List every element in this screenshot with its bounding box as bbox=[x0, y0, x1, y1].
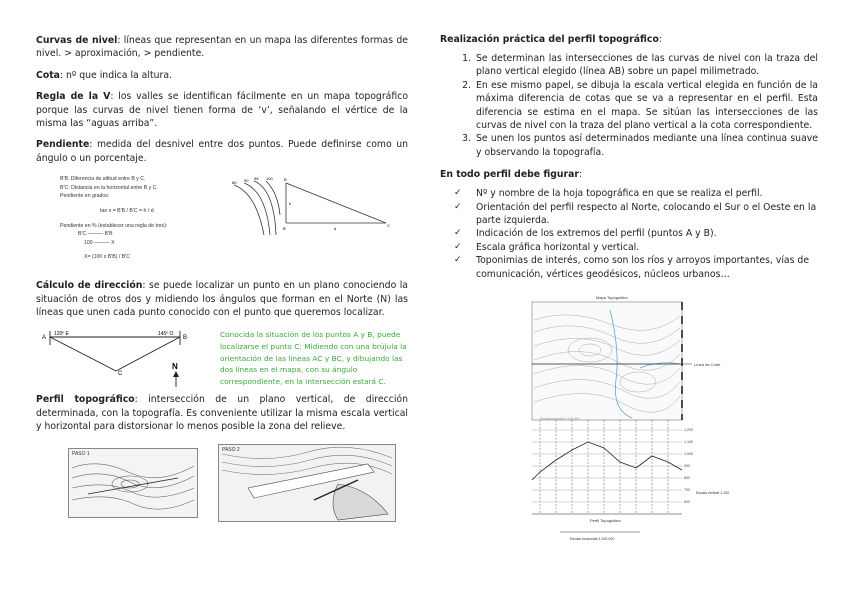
level-label: 1.200 bbox=[684, 428, 693, 432]
photo-paso-1 bbox=[68, 448, 198, 518]
step-item: 1. Se determinan las intersecciones de las curvas de nivel con la traza del plano vertical elegido (línea AB) sobre un papel milimetrado. bbox=[474, 52, 818, 79]
term-pendiente: Pendiente bbox=[36, 139, 90, 151]
level-label: 600 bbox=[684, 500, 690, 504]
profile-line bbox=[532, 442, 682, 480]
formula-line: 100 ——— X bbox=[84, 239, 115, 246]
def-cota bbox=[36, 69, 408, 82]
north-label: N bbox=[172, 362, 178, 372]
check-item bbox=[454, 187, 818, 200]
check-icon: ✓ bbox=[454, 201, 462, 212]
point-b-label: B bbox=[183, 335, 188, 342]
term-curvas: Curvas de nivel bbox=[36, 35, 118, 46]
check-item bbox=[454, 201, 818, 228]
check-item bbox=[454, 241, 818, 254]
formula-line: B'C: Distancia en la horizontal entre B y C. bbox=[60, 184, 158, 191]
angle-b-label: 145º O bbox=[158, 331, 174, 338]
level-lines bbox=[532, 430, 682, 502]
formula-line: tan x = B'B / B'C = h / d bbox=[100, 208, 154, 215]
check-text: Indicación de los extremos del perfil (puntos A y B). bbox=[476, 228, 717, 240]
check-icon: ✓ bbox=[454, 188, 462, 199]
step-item: 2. En ese mismo papel, se dibuja la escala vertical elegida en función de la máxima diferencia de cotas que se va a representar en el perfil. Esta diferencia se estima en el mapa. Se sitúan las intersecciones de las curvas de nivel con la traza del plano vertical a la cota correspondiente. bbox=[474, 79, 818, 133]
d-label: d bbox=[334, 226, 337, 232]
check-text: Orientación del perfil respecto al Norte, colocando el Sur o el Oeste en la parte izquierda. bbox=[476, 201, 817, 227]
def-regla-v bbox=[36, 90, 408, 130]
map-frame bbox=[532, 302, 682, 420]
def-curvas-nivel bbox=[36, 34, 408, 61]
contour-label: 100 bbox=[266, 176, 273, 182]
check-icon: ✓ bbox=[454, 228, 462, 239]
direction-caption: Conocida la situación de los puntos A y B, puede localizarse el punto C: Midiendo con una brújula la orientación de las líneas AC y BC, y dibujando las dos líneas en el mapa, con su ángulo correspondiente, en la intersección estará C. bbox=[220, 330, 407, 386]
contour-label: 90 bbox=[244, 178, 249, 184]
photo-paso-2 bbox=[218, 444, 396, 522]
direction-diagram bbox=[40, 329, 220, 391]
left-column bbox=[36, 34, 408, 522]
def-pendiente bbox=[36, 138, 408, 165]
term-regla-v: Regla de la V bbox=[36, 91, 111, 103]
heading-text: En todo perfil debe figurar bbox=[440, 169, 579, 181]
check-icon: ✓ bbox=[454, 255, 462, 266]
level-label: 1.100 bbox=[684, 440, 693, 444]
level-label: 900 bbox=[684, 464, 690, 468]
map-scale-label: Escala horizontal 1:100.000 bbox=[540, 417, 580, 421]
photos-row bbox=[36, 442, 408, 522]
check-text: Nº y nombre de la hoja topográfica en que se realiza el perfil. bbox=[476, 188, 763, 200]
direction-figure bbox=[36, 327, 408, 393]
slope-figure bbox=[36, 173, 408, 279]
def-text: : los valles se identifican fácilmente en un mapa topográfico porque las curvas de nivel tienen forma de ‘v’, señalando el vértice de la misma las “aguas arriba”. bbox=[36, 91, 409, 130]
slope-formulas bbox=[60, 175, 220, 262]
cut-line-label: Línea de Corte bbox=[694, 362, 721, 367]
point-bprime-label: B' bbox=[283, 226, 287, 232]
practical-heading bbox=[440, 34, 818, 45]
level-label: 800 bbox=[684, 476, 690, 480]
formula-line: X= (100 x B'B) / B'C bbox=[84, 254, 130, 261]
horizontal-scale-label: Escala horizontal 1:100.000 bbox=[570, 537, 615, 541]
requirements-list bbox=[440, 187, 818, 281]
heading-colon: : bbox=[658, 34, 662, 45]
check-item bbox=[454, 254, 818, 281]
formula-line: B'C ——— B'B bbox=[78, 231, 113, 238]
check-icon: ✓ bbox=[454, 241, 462, 252]
projection-lines bbox=[540, 420, 668, 514]
point-c-label: C bbox=[387, 223, 390, 229]
level-label: 700 bbox=[684, 488, 690, 492]
requirements-heading bbox=[440, 169, 818, 180]
point-a-label: A bbox=[42, 335, 47, 342]
angle-a-label: 120º E bbox=[54, 331, 69, 338]
photo-label: PASO 2 bbox=[222, 446, 240, 453]
point-c-label: C bbox=[118, 371, 123, 378]
contour-label: 80 bbox=[232, 180, 237, 186]
def-text: : medida del desnivel entre dos puntos. Puede definirse como un ángulo o un porcentaje. bbox=[36, 139, 408, 164]
formula-line: B'B: Diferencia de altitud entre B y C. bbox=[60, 176, 146, 183]
photo-label: PASO 1 bbox=[72, 450, 90, 457]
formula-line: Pendiente en % (establecer una regla de tres): bbox=[60, 222, 168, 229]
term-calculo: Cálculo de dirección bbox=[36, 280, 143, 292]
term-perfil: Perfil topográfico bbox=[36, 394, 135, 406]
topographic-profile-figure bbox=[520, 290, 750, 546]
level-labels bbox=[684, 428, 693, 504]
vertical-scale-label: Escala vertical 1:100 bbox=[696, 491, 730, 495]
def-text: : intersección de un plano vertical, de dirección determinada, con la topografía. Es conveniente utilizar la misma escala vertical y horizontal para distorsionar lo menos posible la zona del relieve. bbox=[36, 394, 408, 433]
right-column bbox=[440, 34, 818, 281]
level-label: 1.000 bbox=[684, 452, 693, 456]
check-item bbox=[454, 227, 818, 240]
step-item: 3. Se unen los puntos así determinados mediante una línea continua suave y observando la topografía. bbox=[474, 132, 818, 159]
steps-list bbox=[440, 52, 818, 159]
slope-diagram bbox=[226, 175, 406, 245]
def-perfil bbox=[36, 393, 408, 433]
heading-colon: : bbox=[578, 169, 583, 181]
term-cota: Cota bbox=[36, 69, 60, 81]
check-text: Toponimias de interés, como son los ríos y arroyos importantes, vías de comunicación, vértices geodésicos, núcleos urbanos… bbox=[476, 255, 810, 280]
h-label: h bbox=[289, 201, 292, 207]
check-text: Escala gráfica horizontal y vertical. bbox=[476, 241, 640, 253]
def-calculo-direccion bbox=[36, 279, 408, 319]
point-b-label: B bbox=[284, 177, 287, 183]
profile-label: Perfil Topográfico bbox=[590, 518, 621, 523]
contour-label: 95 bbox=[254, 176, 259, 182]
formula-line: Pendiente en grados: bbox=[60, 193, 110, 200]
def-text: : líneas que representan en un mapa las diferentes formas de nivel. > aproximación, > pendiente. bbox=[36, 35, 408, 60]
def-text: : se puede localizar un punto en un plano conociendo la situación de otros dos y midiendo los ángulos que forman en el Norte (N) las líneas que unen cada punto conocido con el punto que queremos localizar. bbox=[36, 280, 408, 319]
heading-text: Realización práctica del perfil topográfico bbox=[440, 34, 659, 45]
map-title: Mapa Topográfico bbox=[596, 295, 628, 300]
def-text: : nº que indica la altura. bbox=[59, 69, 172, 81]
